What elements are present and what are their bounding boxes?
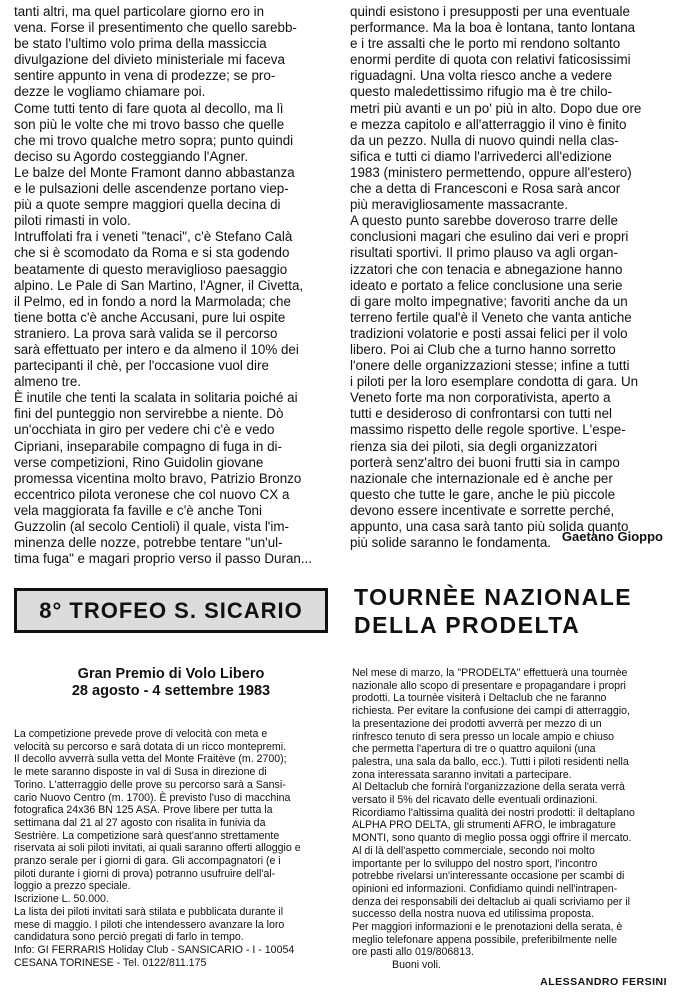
article-paragraph: Intruffolati fra i veneti "tenaci", c'è Stefano Calà che si è scomodato da Roma e si sta godendo beatamente di questo meraviglioso paesaggio alpino. Le Pale di San Martino, l'Agner, il Civetta, il Pelmo, ed in fondo a nord la Marmolada; che tiene botta c'è anche Accusani, pure lui ospite straniero. La prova sarà valida se il percorso sarà effettuato per intero e da almeno il 10% dei partecipanti il chè, per l'occasione vuol dire almeno tre. <box>14 229 304 390</box>
trofeo-subtitle: Gran Premio di Volo Libero 28 agosto - 4 settembre 1983 <box>71 666 271 699</box>
trofeo-title-box <box>14 588 328 633</box>
trofeo-title: 8° TROFEO S. SICARIO <box>39 597 303 623</box>
article-right-column <box>350 4 668 551</box>
tournee-author: ALESSANDRO FERSINI <box>540 976 667 988</box>
article-paragraph: A questo punto sarebbe doveroso trarre delle conclusioni magari che esulino dai veri e propri risultati sportivi. Il primo plauso va agli organ- izzatori che con tenacia e abnegazione hanno ideato e portato a felice conclusione una serie di gare molto impegnative; favoriti anche da un terreno fertile qual'è il Veneto che vanta antiche tradizioni volatorie e posti assai felici per il volo libero. Poi ai Club che a turno hanno sorretto l'onere delle organizzazioni stesse; infine a tutti i piloti per la loro esemplare condotta di gara. Un Veneto forte ma non corporativista, aperto a tutti e desideroso di confrontarsi con tutti nel massimo rispetto delle regole sportive. L'espe- rienza sia dei piloti, sia degli organizzatori porterà senz'altro dei buoni frutti sia in campo nazionale che internazionale ed è anche per questo che tutte le gare, anche le più piccole devono essere incentivate e sorrette perché, appunto, una casa sarà tanto più solida quanto più solide saranno le fondamenta. <box>350 213 639 551</box>
article-paragraph: quindi esistono i presupposti per una eventuale performance. Ma la boa è lontana, tanto lontana e i tre assalti che le porto mi rendono soltanto enormi perdite di quota con relativi faticosissimi riguadagni. Una volta riesco anche a vedere questo maledettissimo rifugio ma è tre chilo- metri più avanti e un po' più in alto. Dopo due ore e mezza capitolo e all'atterraggio il vino è finito da un pezzo. Nulla di nuovo quindi nella clas- sifica e tutti ci diamo l'arrivederci all'edizione 1983 (ministero permettendo, oppure all'estero) che a detta di Francesconi e Rosa sarà ancor più meravigliosamente massacrante. <box>350 4 642 213</box>
article-paragraph: È inutile che tenti la scalata in solitaria poiché ai fini del punteggio non servirebbe a niente. Dò un'occhiata in giro per vedere chi c'è e vedo Cipriani, inseparabile compagno di fuga in di- verse competizioni, Rino Guidolin giovane promessa vicentina molto bravo, Patrizio Bronzo eccentrico pilota veronese che col nuovo CX a vela maggiorata fa faville e c'è anche Toni Guzzolin (al secolo Centioli) il quale, vista l'im- minenza delle nozze, potrebbe tentare "un'ul- tima fuga" e magari proprio verso il passo Duran... <box>14 390 312 567</box>
tournee-signoff: Buoni voli. <box>392 959 441 972</box>
tournee-title: TOURNÈE NAZIONALE DELLA PRODELTA <box>354 584 633 638</box>
article-paragraph: Le balze del Monte Framont danno abbastanza e le pulsazioni delle ascendenze portano viep- più a quote sempre maggiori quella decina di piloti rimasti in volo. <box>14 164 295 229</box>
trofeo-paragraph: La lista dei piloti invitati sarà stilata e pubblicata durante il mese di maggio. I piloti che intendessero avanzare la loro candidatura sono perciò pregati di farlo in tempo. Info: GI FERRARIS Holiday Club - SANSICARIO - I - 10054 CESANA TORINESE - Tel. 0122/811.175 <box>14 905 295 969</box>
article-left-column <box>14 4 326 567</box>
trofeo-paragraph: Iscrizione L. 50.000. <box>14 893 109 906</box>
tournee-body <box>352 667 670 972</box>
tournee-paragraph: Nel mese di marzo, la "PRODELTA" effettuerà una tournèe nazionale allo scopo di presentare e propagandare i propri prodotti. La tournèe visiterà i Deltaclub che ne faranno richiesta. Per evitare la confusione dei campi di atterraggio, la presentazione dei prodotti avverrà per mezzo di un rinfresco tenuto di sera presso un locale ampio e chiuso che permetta l'apertura di tre o quattro aquiloni (una palestra, una sala da ballo, ecc.). Tutti i piloti residenti nella zona interessata saranno invitati a partecipare. Al Deltaclub che fornirà l'organizzazione della serata verrà versato il 5% del ricavato delle eventuali ordinazioni. Ricordiamo l'altissima qualità dei nostri prodotti: il deltaplano ALPHA PRO DELTA, gli strumenti AFRO, le imbragature MONTI, sono quanto di meglio possa oggi offrire il mercato. Al di là dell'aspetto commerciale, secondo noi molto importante per lo sviluppo del nostro sport, l'incontro potrebbe rivelarsi un'interessante occasione per scambi di opinioni ed informazioni. Confidiamo quindi nell'intrapen- denza dei responsabili dei deltaclub ai quali scriviamo per il successo della nostra nuova ed utilissima proposta. Per maggiori informazioni e le prenotazioni della serata, è meglio telefonare appena possibile, preferibilmente nelle ore pasti allo 019/806813. <box>352 667 635 959</box>
trofeo-paragraph: La competizione prevede prove di velocità con meta e velocità su percorso e sarà dotata di un ricco montepremi. Il decollo avverrà sulla vetta del Monte Fraitève (m. 2700); le mete saranno disposte in val di Susa in direzione di Torino. L'atterraggio delle prove su percorso sarà a Sansi- cario Nuovo Centro (m. 1700). È previsto l'uso di macchina fotografica 24x36 BN 125 ASA. Prove libere per tutta la settimana dal 21 al 27 agosto con risalita in funivia da Sestrière. La competizione sarà quest'anno strettamente riservata ai soli piloti invitati, ai quali saranno offerti alloggio e pranzo serale per i giorni di gara. Gli accompagnatori (e i piloti durante i giorni di prova) potranno usufruire dell'al- loggio a prezzo speciale. <box>14 728 301 893</box>
article-paragraph: Come tutti tento di fare quota al decollo, ma lì son più le volte che mi trovo basso che quelle che mi trovo qualche metro sopra; punto quindi deciso su Agordo costeggiando l'Agner. <box>14 100 294 164</box>
article-author: Gaetano Gioppo <box>561 529 663 544</box>
article-paragraph: tanti altri, ma quel particolare giorno ero in vena. Forse il presentimento che quello sarebb- be stato l'ultimo volo prima della massiccia divulgazione del divieto ministeriale mi faceva sentire appunto in vena di prodezze; se pro- dezze le vogliamo chiamare poi. <box>14 4 297 100</box>
trofeo-body <box>14 728 332 969</box>
